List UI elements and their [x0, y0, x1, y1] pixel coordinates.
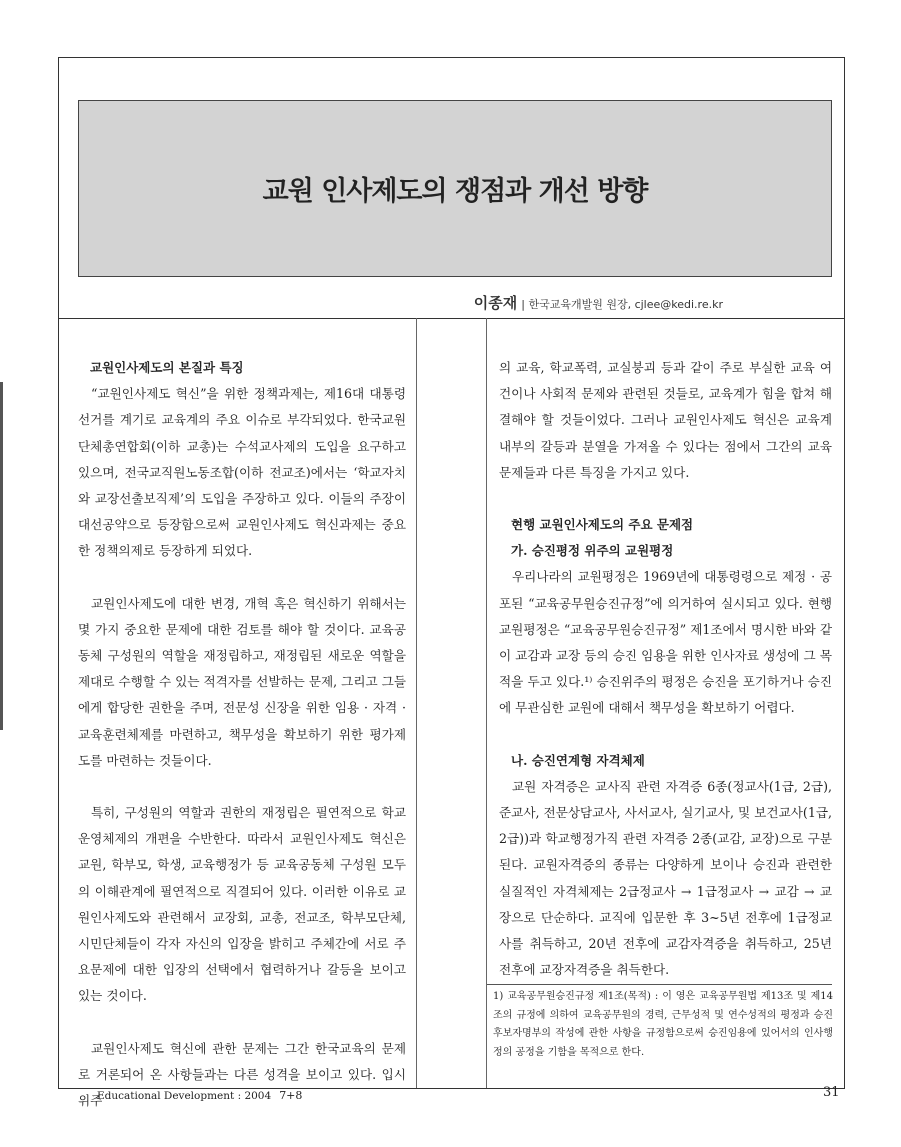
section-heading-essence: 교원인사제도의 본질과 특징	[90, 360, 244, 375]
issue-number: 7+8	[279, 1089, 303, 1102]
subheading-qualification: 나. 승진연계형 자격체제	[511, 752, 645, 768]
paragraph-continuation: 의 교육, 학교폭력, 교실붕괴 등과 같이 주로 부실한 교육 여건이나 사회적 문제와 관련된 것들로, 교육계가 힘을 합쳐 해결해야 할 것들이었다. 그러나 교원인사제도 혁신은 교육계 내부의 갈등과 분열을 가져올 수 있다는 점에서 그간의 교육 문제들과 다른 특징을 가지고 있다.	[499, 360, 832, 480]
article-title: 교원 인사제도의 쟁점과 개선 방향	[262, 176, 648, 207]
column-divider-right	[486, 318, 487, 1088]
page-number: 31	[823, 1085, 840, 1100]
footnote: 1) 교육공무원승진규정 제1조(목적) : 이 영은 교육공무원법 제13조 및 제14조의 규정에 의하여 교육공무원의 경력, 근무성적 및 연수성적의 평정과 승진후보자명부의 작성에 관한 사항을 규정함으로써 승진임용에 있어서의 인사행정의 공정을 기함을 목적으로 한다.	[493, 991, 833, 1058]
author-affiliation: | 한국교육개발원 원장, cjlee@kedi.re.kr	[521, 298, 723, 311]
footer-journal	[97, 1089, 302, 1102]
author-line	[474, 292, 723, 313]
paragraph: 우리나라의 교원평정은 1969년에 대통령령으로 제정 · 공포된 “교육공무원승진규정”에 의거하여 실시되고 있다. 현행 교원평정은 “교육공무원승진규정” 제1조에서 명시한 바와 같이 교감과 교장 등의 승진 임용을 위한 인사자료 생성에 그 목적을 두고 있다.¹⁾ 승진위주의 평정은 승진을 포기하거나 승진에 무관심한 교원에 대해서 책무성을 확보하기 어렵다.	[499, 569, 832, 716]
subheading-evaluation: 가. 승진평정 위주의 교원평정	[511, 543, 674, 559]
paragraph: 교원 자격증은 교사직 관련 자격증 6종(정교사(1급, 2급), 준교사, 전문상담교사, 사서교사, 실기교사, 및 보건교사(1급, 2급))과 학교행정가직 관련 자격증 2종(교감, 교장)으로 구분된다. 교원자격증의 종류는 다양하게 보이나 승진과 관련한 실질적인 자격체제는 2급정교사 → 1급정교사 → 교감 → 교장으로 단순하다. 교직에 입문한 후 3~5년 전후에 1급정교사를 취득하고, 20년 전후에 교감자격증을 취득하고, 25년 전후에 교장자격증을 취득한다.	[499, 778, 832, 978]
column-divider-left	[416, 318, 417, 1088]
left-column	[78, 355, 406, 1114]
header-divider	[58, 318, 845, 319]
author-name: 이종재	[473, 294, 518, 312]
journal-name: Educational Development : 2004	[97, 1090, 272, 1102]
side-marker	[0, 382, 3, 730]
right-column	[499, 355, 832, 983]
section-heading-problems: 현행 교원인사제도의 주요 문제점	[511, 517, 694, 533]
paragraph: 교원인사제도 혁신에 관한 문제는 그간 한국교육의 문제로 거론되어 온 사항들과는 다른 성격을 보이고 있다. 입시 위주	[78, 1040, 406, 1109]
paragraph: “교원인사제도 혁신”을 위한 정책과제는, 제16대 대통령 선거를 계기로 교육계의 주요 이슈로 부각되었다. 한국교원단체총연합회(이하 교총)는 수석교사제의 도입을 요구하고 있으며, 전국교직원노동조합(이하 전교조)에서는 ‘학교자치와 교장선출보직제’의 도입을 주장하고 있다. 이들의 주장이 대선공약으로 등장함으로써 교원인사제도 혁신과제는 중요한 정책의제로 등장하게 되었다.	[78, 386, 406, 559]
title-box	[78, 100, 832, 277]
paragraph: 교원인사제도에 대한 변경, 개혁 혹은 혁신하기 위해서는 몇 가지 중요한 문제에 대한 검토를 해야 할 것이다. 교육공동체 구성원의 역할을 재정립하고, 재정립된 새로운 역할을 제대로 수행할 수 있는 적격자를 선발하는 문제, 그리고 그들에게 합당한 권한을 주며, 전문성 신장을 위한 임용 · 자격 · 교육훈련체제를 마련하고, 책무성을 확보하기 위한 평가제도를 마련하는 것들이다.	[78, 595, 407, 768]
footnote-rule	[487, 984, 832, 985]
paragraph: 특히, 구성원의 역할과 권한의 재정립은 필연적으로 학교운영체제의 개편을 수반한다. 따라서 교원인사제도 혁신은 교원, 학부모, 학생, 교육행정가 등 교육공동체 구성원 모두의 이해관계에 필연적으로 직결되어 있다. 이러한 이유로 교원인사제도와 관련해서 교장회, 교총, 전교조, 학부모단체, 시민단체들이 각자 자신의 입장을 밝히고 주체간에 서로 주요문제에 대한 입장의 선택에서 협력하거나 갈등을 보이고 있는 것이다.	[78, 805, 406, 1004]
